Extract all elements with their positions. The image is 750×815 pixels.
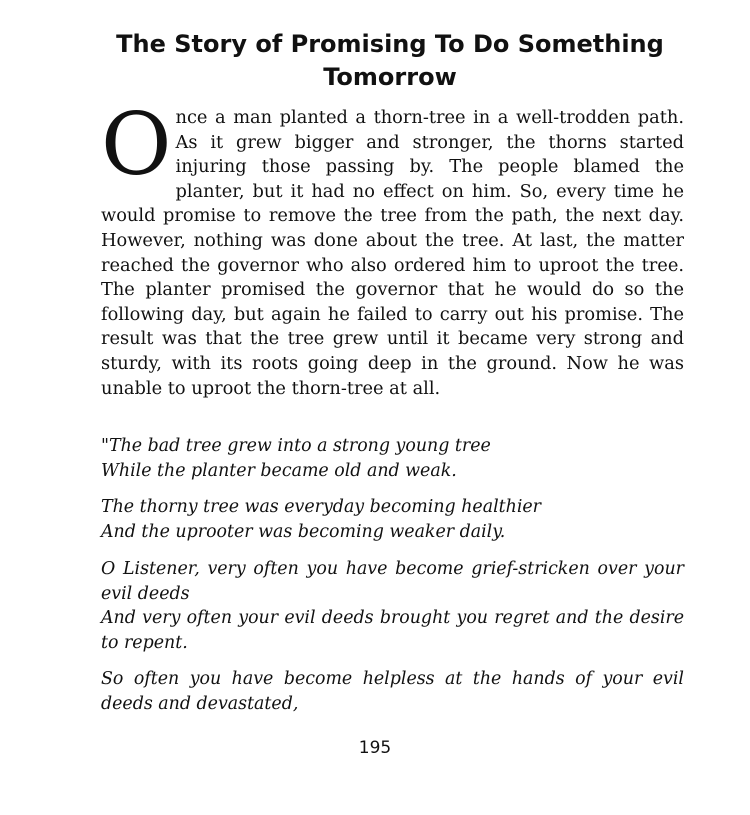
verse-line: And the uprooter was becoming weaker daily. [101,521,506,542]
verse-line: While the planter became old and weak. [101,460,457,481]
verse-stanza [101,557,684,655]
verse-line: The thorny tree was everyday becoming healthier [101,497,541,517]
verse-stanza [101,667,684,716]
verse-stanza [101,495,684,544]
story-text: nce a man planted a thorn-tree in a well-trodden path. As it grew bigger and stronger, the thorns started injuring those passing by. The people blamed the planter, but it had no effect on him. So, every time he would promise to remove the tree from the path, the next day. However, nothing was done about the tree. At last, the matter reached the governor who also ordered him to uproot the tree. The planter promised the governor that he would do so the following day, but again he failed to carry out his promise. The result was that the tree grew until it became very strong and sturdy, with its roots going deep in the ground. Now he was unable to uproot the thorn-tree at all. [101,107,684,399]
story-paragraph [101,95,684,401]
verse-line: O Listener, very often you have become grief-stricken over your evil deeds [101,559,684,604]
verse-line: So often you have become helpless at the hands of your evil deeds and devastated, [101,669,684,714]
verse-line: "The bad tree grew into a strong young tree [101,436,491,456]
page-number: 195 [358,738,392,758]
verse-stanza [101,434,684,483]
drop-cap: O [101,95,172,195]
verse-line: And very often your evil deeds brought you regret and the desire to repent. [101,608,684,653]
page-title: The Story of Promising To Do Something Tomorrow [116,30,664,91]
